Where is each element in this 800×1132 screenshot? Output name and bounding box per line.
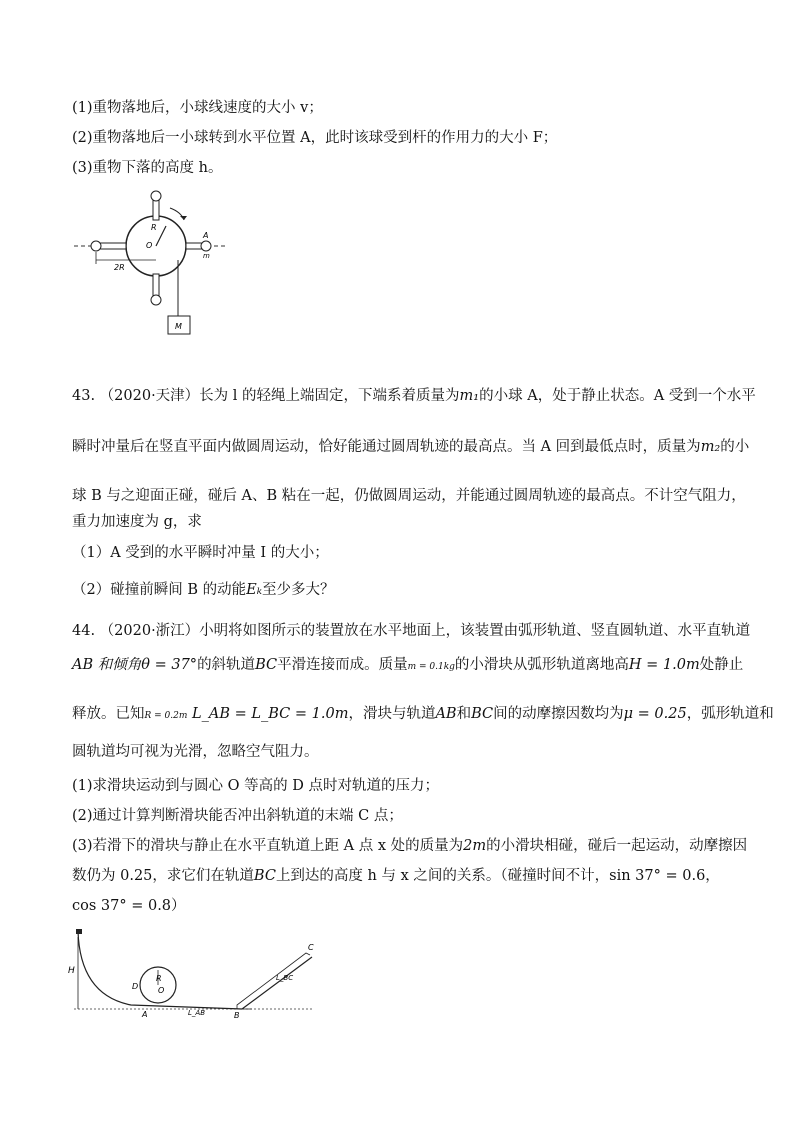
q44-height: H = 1.0m [628, 657, 700, 673]
q44-line-4: 圆轨道均可视为光滑，忽略空气阻力。 [72, 744, 319, 760]
q44-fig-label-B: B [234, 1011, 240, 1020]
q44-fig-label-C: C [308, 943, 314, 952]
q43-text: 至少多大？ [261, 582, 335, 598]
q44-track-figure [66, 925, 336, 1020]
q44-fig-label-A: A [142, 1010, 148, 1019]
q44-text: ，弧形轨道和 [686, 706, 774, 722]
q44-text: 间的动摩擦因数均为 [493, 706, 624, 722]
q44-text: ） [171, 898, 186, 914]
q43-m2: m₂ [700, 439, 721, 455]
q43-part-2 [72, 580, 334, 600]
q42-rotating-wheel-figure [66, 188, 246, 348]
q44-part-1: (1)求滑块运动到与圆心 O 等高的 D 点时对轨道的压力； [72, 778, 439, 794]
q44-fig-label-O: O [158, 986, 165, 995]
q43-text: （2）碰撞前瞬间 B 的动能 [72, 582, 247, 598]
q42-fig-label-O: O [146, 241, 153, 250]
q43-line-3: 球 B 与之迎面正碰，碰后 A、B 粘在一起，仍做圆周运动，并能通过圆周轨迹的最高点。不计空气阻力， [72, 488, 746, 504]
q43-text: 的小球 A，处于静止状态。A 受到一个水平 [479, 388, 756, 404]
q44-fig-label-H: H [68, 966, 75, 976]
q42-fig-label-M: M [175, 322, 182, 331]
q44-text: 的小滑块从弧形轨道离地高 [454, 657, 629, 673]
q43-m1: m₁ [459, 388, 480, 404]
q44-fig-label-LAB: L_AB [188, 1009, 205, 1017]
q43-ek: Eₖ [246, 582, 262, 598]
q44-text: (3)若滑下的滑块与静止在水平直轨道上距 A 点 x 处的质量为 [72, 838, 464, 854]
q44-text: 的小滑块相碰，碰后一起运动，动摩擦因 [486, 838, 748, 854]
q42-fig-label-2R: 2R [114, 263, 125, 272]
q42-fig-label-m: m [203, 252, 210, 260]
q44-text: 的斜轨道 [197, 657, 256, 673]
q43-line-2 [72, 437, 749, 457]
q44-line-3 [72, 704, 774, 726]
q44-bc: BC [471, 706, 494, 722]
q44-fig-label-R: R [156, 974, 162, 983]
q44-radius: R = 0.2m [144, 711, 188, 721]
q42-part-1: (1)重物落地后，小球线速度的大小 v； [72, 100, 323, 116]
q42-part-2: (2)重物落地后一小球转到水平位置 A，此时该球受到杆的作用力的大小 F； [72, 130, 558, 146]
q43-line-1 [72, 386, 756, 406]
q44-text: 释放。已知 [72, 706, 145, 722]
q44-line-2 [72, 655, 743, 677]
q44-part-3-line-3 [72, 896, 186, 916]
q43-text: 43. （2020·天津）长为 l 的轻绳上端固定，下端系着质量为 [72, 388, 460, 404]
q44-mu: μ = 0.25 [623, 706, 687, 722]
q44-part-3 [72, 836, 747, 856]
q44-text: ，滑块与轨道 [348, 706, 436, 722]
q42-part-3: (3)重物下落的高度 h。 [72, 160, 223, 176]
q44-text: AB 和倾角 [72, 657, 142, 673]
q44-text: ， [705, 868, 720, 884]
q44-cos: cos 37° = 0.8 [72, 898, 172, 914]
q43-line-4: 重力加速度为 g，求 [72, 514, 202, 530]
q44-text: 和 [456, 706, 472, 722]
q44-part-2: (2)通过计算判断滑块能否冲出斜轨道的末端 C 点； [72, 808, 403, 824]
q44-ab: AB [435, 706, 457, 722]
q42-fig-label-R: R [151, 223, 157, 232]
q43-text: 瞬时冲量后在竖直平面内做圆周运动，恰好能通过圆周轨迹的最高点。当 A 回到最低点时，质量为 [72, 439, 701, 455]
q43-text: 的小 [720, 439, 750, 455]
q44-length: L_AB = L_BC = 1.0m [192, 706, 349, 722]
q42-fig-label-A: A [203, 231, 209, 240]
q44-fig-label-LBC: L_BC [276, 974, 294, 982]
q44-text: 数仍为 0.25，求它们在轨道 [72, 868, 254, 884]
q44-2m: 2m [463, 838, 487, 854]
q44-text: 平滑连接而成。质量 [277, 657, 408, 673]
q43-part-1: （1）A 受到的水平瞬时冲量 I 的大小； [72, 545, 329, 561]
q44-part-3-line-2 [72, 866, 720, 886]
q44-bc: BC [253, 868, 276, 884]
q44-bc: BC [255, 657, 278, 673]
q44-text: 上到达的高度 h 与 x 之间的关系。（碰撞时间不计， [275, 868, 610, 884]
q44-theta: θ = 37° [141, 657, 198, 673]
q44-text: 处静止 [699, 657, 744, 673]
q44-mass: m = 0.1kg [407, 662, 455, 672]
q44-fig-label-D: D [132, 982, 139, 991]
q44-line-1: 44. （2020·浙江）小明将如图所示的装置放在水平地面上，该装置由弧形轨道、竖直圆轨道、水平直轨道 [72, 623, 751, 639]
q44-sin: sin 37° = 0.6 [609, 868, 706, 884]
